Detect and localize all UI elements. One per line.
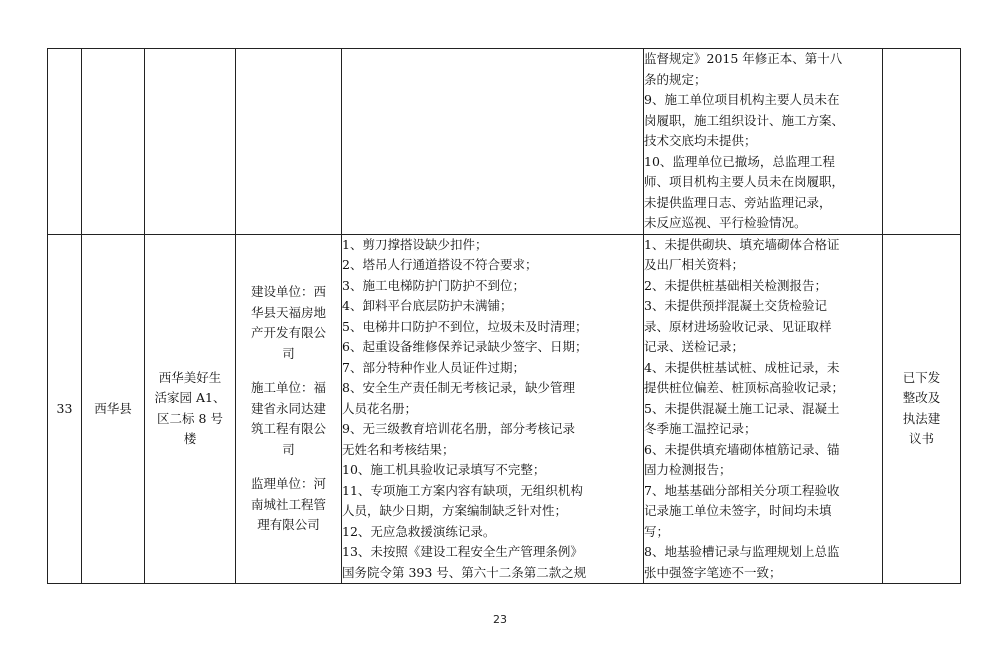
quality-issue-line: 固力检测报告； xyxy=(644,462,732,477)
safety-issue-line: 4、卸料平台底层防护未满铺； xyxy=(342,298,513,313)
action-line: 议书 xyxy=(908,431,934,447)
action-line: 执法建 xyxy=(902,410,941,426)
safety-issue-line: 5、电梯井口防护不到位，垃圾未及时清理； xyxy=(342,318,588,334)
quality-issue-line: 7、地基基础分部相关分项工程验收 xyxy=(644,482,840,498)
party-line: 理有限公司 xyxy=(257,517,320,532)
action-taken xyxy=(883,234,961,584)
project-name xyxy=(145,234,236,584)
safety-issue-line: 9、无三级教育培训花名册，部分考核记录 xyxy=(342,421,575,436)
party-line: 监理单位：河 xyxy=(250,476,326,491)
safety-issue-line: 3、施工电梯防护门防护不到位； xyxy=(342,277,525,293)
party-line: 华县天福房地 xyxy=(250,304,326,320)
quality-issue-line: 记录、送检记录； xyxy=(644,339,745,354)
continued-violations-list xyxy=(644,49,882,234)
text-line: 未反应巡视、平行检验情况。 xyxy=(644,215,807,230)
cell-number xyxy=(48,49,82,235)
spacer xyxy=(236,364,341,378)
safety-issue-line: 1、剪刀撑搭设缺少扣件； xyxy=(342,236,488,252)
cell-action xyxy=(883,49,961,235)
cell-quality-issues xyxy=(644,49,883,235)
quality-issue-line: 3、未提供预拌混凝土交货检验记 xyxy=(644,298,827,313)
quality-issue-line: 5、未提供混凝土施工记录、混凝土 xyxy=(644,400,840,416)
text-line: 10、监理单位已撤场，总监理工程 xyxy=(644,153,835,169)
cell-county xyxy=(82,49,145,235)
table-row xyxy=(48,49,961,235)
safety-issue-line: 国务院令第 393 号、第六十二条第二款之规 xyxy=(342,564,587,580)
row-number: 33 xyxy=(48,234,82,584)
safety-issue-line: 8、安全生产责任制无考核记录，缺少管理 xyxy=(342,380,575,395)
safety-issue-line: 13、未按照《建设工程安全生产管理条例》 xyxy=(342,544,583,559)
quality-issues xyxy=(644,234,883,584)
quality-issue-line: 2、未提供桩基础相关检测报告； xyxy=(644,277,827,293)
safety-issues xyxy=(342,234,644,584)
safety-issue-line: 11、专项施工方案内容有缺项，无组织机构 xyxy=(342,482,583,498)
text-line: 岗履职，施工组织设计、施工方案、 xyxy=(644,112,845,128)
action-line: 整改及 xyxy=(902,390,941,406)
party-entry xyxy=(236,474,341,536)
quality-issue-line: 写； xyxy=(644,523,670,539)
quality-issue-line: 冬季施工温控记录； xyxy=(644,421,757,436)
text-line: 未提供监理日志、旁站监理记录， xyxy=(644,194,832,210)
safety-issue-line: 6、起重设备维修保养记录缺少签字、日期； xyxy=(342,339,588,354)
safety-issue-line: 7、部分特种作业人员证件过期； xyxy=(342,359,525,375)
safety-issue-line: 人员，缺少日期，方案编制缺乏针对性； xyxy=(342,503,568,518)
quality-issue-line: 记录施工单位未签字，时间均未填 xyxy=(644,503,832,518)
safety-issue-line: 12、无应急救援演练记录。 xyxy=(342,523,496,539)
quality-issue-line: 4、未提供桩基试桩、成桩记录，未 xyxy=(644,359,840,375)
project-name-line: 楼 xyxy=(183,431,197,447)
quality-issue-line: 提供桩位偏差、桩顶标高验收记录； xyxy=(644,380,845,395)
safety-issue-line: 10、施工机具验收记录填写不完整； xyxy=(342,462,546,477)
cell-safety-issues xyxy=(342,49,644,235)
cell-parties xyxy=(236,49,342,235)
party-entry xyxy=(236,282,341,364)
cell-project xyxy=(145,49,236,235)
party-line: 建省永同达建 xyxy=(250,400,326,416)
text-line: 监督规定》2015 年修正本、第十八 xyxy=(644,51,843,66)
page-number: 23 xyxy=(493,613,507,626)
safety-issue-line: 人员花名册； xyxy=(342,400,418,416)
party-entry xyxy=(236,378,341,460)
quality-issue-line: 6、未提供填充墙砌体植筋记录、锚 xyxy=(644,441,840,457)
party-line: 司 xyxy=(282,345,295,361)
project-name-line: 活家园 A1、 xyxy=(154,390,226,406)
project-name-line: 区二标 8 号 xyxy=(157,410,223,426)
quality-issue-line: 1、未提供砌块、填充墙砌体合格证 xyxy=(644,236,840,252)
party-line: 施工单位：福 xyxy=(250,380,326,395)
spacer xyxy=(236,460,341,474)
text-line: 师、项目机构主要人员未在岗履职， xyxy=(644,174,845,189)
safety-issue-line: 无姓名和考核结果； xyxy=(342,441,455,457)
party-line: 建设单位：西 xyxy=(250,284,326,299)
quality-issue-line: 张中强签字笔迹不一致； xyxy=(644,564,782,580)
party-line: 筑工程有限公 xyxy=(250,421,326,436)
quality-issue-line: 录、原材进场验收记录、见证取样 xyxy=(644,318,832,334)
inspection-table xyxy=(47,48,961,584)
quality-issue-line: 及出厂相关资料； xyxy=(644,257,745,272)
table-row xyxy=(48,234,961,584)
safety-issue-line: 2、塔吊人行通道搭设不符合要求； xyxy=(342,257,538,272)
party-line: 司 xyxy=(282,441,295,457)
party-line: 产开发有限公 xyxy=(250,325,326,340)
party-line: 南城社工程管 xyxy=(250,496,326,512)
text-line: 条的规定； xyxy=(644,71,707,87)
action-line: 已下发 xyxy=(902,369,941,385)
county-name: 西华县 xyxy=(82,234,145,584)
project-name-line: 西华美好生 xyxy=(158,369,222,385)
text-line: 9、施工单位项目机构主要人员未在 xyxy=(644,92,840,107)
responsible-parties xyxy=(236,234,342,584)
quality-issue-line: 8、地基验槽记录与监理规划上总监 xyxy=(644,544,840,559)
text-line: 技术交底均未提供； xyxy=(644,133,757,148)
